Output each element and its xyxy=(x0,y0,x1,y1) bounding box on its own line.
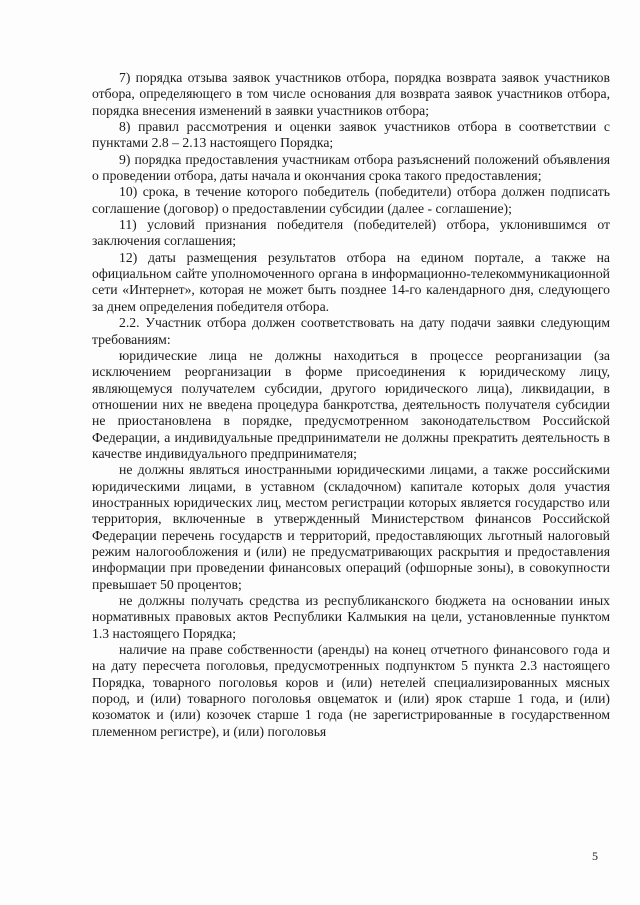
document-body xyxy=(92,70,610,740)
paragraph-requirement-reorganization: юридические лица не должны находиться в процессе реорганизации (за исключением реорганизации в форме присоединения к юридическому лицу, являющемуся получателем субсидии, другого юридического лица), ликвидации, в отношении них не введена процедура банкротства, деятельность получателя субсидии не приостановлена в порядке, предусмотренном законодательством Российской Федерации, а индивидуальные предприниматели не должны прекратить деятельность в качестве индивидуального предпринимателя; xyxy=(92,347,610,461)
page-number: 5 xyxy=(592,849,598,863)
paragraph-item-10: 10) срока, в течение которого победитель (победители) отбора должен подписать соглашение (договор) о предоставлении субсидии (далее - соглашение); xyxy=(92,184,610,216)
paragraph-item-9: 9) порядка предоставления участникам отбора разъяснений положений объявления о проведении отбора, даты начала и окончания срока такого предоставления; xyxy=(92,151,610,184)
paragraph-item-8: 8) правил рассмотрения и оценки заявок участников отбора в соответствии с пунктами 2.8 – 2.13 настоящего Порядка; xyxy=(92,119,610,151)
paragraph-section-2-2: 2.2. Участник отбора должен соответствовать на дату подачи заявки следующим требованиям: xyxy=(92,315,610,347)
paragraph-item-7: 7) порядка отзыва заявок участников отбора, порядка возврата заявок участников отбора, определяющего в том числе основания для возврата заявок участников отбора, порядка внесения изменений в заявки участников отбора; xyxy=(92,70,610,118)
paragraph-requirement-foreign-entities: не должны являться иностранными юридическими лицами, а также российскими юридическими лицами, в уставном (складочном) капитале которых доля участия иностранных юридических лиц, местом регистрации которых является государство или территория, включенные в утвержденный Министерством финансов Российской Федерации перечень государств и территорий, предоставляющих льготный налоговый режим налогообложения и (или) не предусматривающих раскрытия и предоставления информации при проведении финансовых операций (офшорные зоны), в совокупности превышает 50 процентов; xyxy=(92,462,610,592)
paragraph-requirement-budget-funds: не должны получать средства из республиканского бюджета на основании иных нормативных правовых актов Республики Калмыкия на цели, установленные пунктом 1.3 настоящего Порядка; xyxy=(92,593,610,641)
paragraph-item-11: 11) условий признания победителя (победителей) отбора, уклонившимся от заключения соглашения; xyxy=(92,217,610,249)
paragraph-requirement-livestock: наличие на праве собственности (аренды) на конец отчетного финансового года и на дату пересчета поголовья, предусмотренных подпунктом 5 пункта 2.3 настоящего Порядка, товарного поголовья коров и (или) нетелей специализированных мясных пород, и (или) товарного поголовья овцематок и (или) ярок старше 1 года, и (или) козоматок и (или) козочек старше 1 года (не зарегистрированные в государственном племенном регистре), и (или) поголовья xyxy=(92,642,610,739)
paragraph-item-12: 12) даты размещения результатов отбора на едином портале, а также на официальном сайте уполномоченного органа в информационно-телекоммуникационной сети «Интернет», которая не может быть позднее 14-го календарного дня, следующего за днем определения победителя отбора. xyxy=(92,249,610,314)
